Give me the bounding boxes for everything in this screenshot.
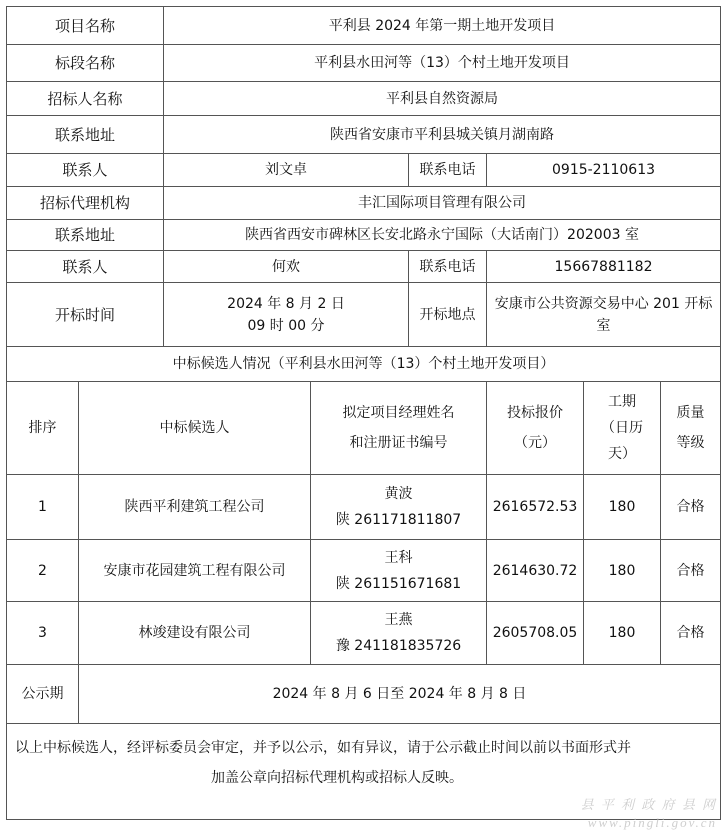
- tenderer-value: 平利县自然资源局: [164, 82, 721, 116]
- bid-candidate-table: [6, 6, 721, 820]
- candidate-quality: 合格: [661, 602, 721, 665]
- agency-phone-value: 15667881182: [487, 251, 721, 283]
- section-name-label: 标段名称: [7, 45, 164, 82]
- agency-label: 招标代理机构: [7, 187, 164, 220]
- section-name-value: 平利县水田河等（13）个村土地开发项目: [164, 45, 721, 82]
- header-candidate: 中标候选人: [79, 382, 311, 475]
- candidate-price: 2614630.72: [487, 540, 584, 602]
- publicity-label: 公示期: [7, 665, 79, 724]
- header-manager-line2: 和注册证书编号: [349, 435, 448, 451]
- row-tenderer-address: [7, 116, 721, 154]
- opening-hour: 09 时 00 分: [247, 317, 325, 334]
- row-agency-address: [7, 220, 721, 251]
- candidates-section-title: 中标候选人情况（平利县水田河等（13）个村土地开发项目）: [7, 347, 721, 382]
- candidate-price: 2616572.53: [487, 475, 584, 540]
- table-row: [7, 540, 721, 602]
- candidate-quality: 合格: [661, 475, 721, 540]
- notice-line1: 以上中标候选人，经评标委员会审定，并予以公示，如有异议，请于公示截止时间以前以书面形式并: [15, 740, 631, 756]
- header-period: [584, 382, 661, 475]
- publicity-value: 2024 年 8 月 6 日至 2024 年 8 月 8 日: [79, 665, 721, 724]
- header-manager: [311, 382, 487, 475]
- tenderer-contact-label: 联系人: [7, 154, 164, 187]
- agency-phone-label: 联系电话: [409, 251, 487, 283]
- header-price: [487, 382, 584, 475]
- candidate-rank: 2: [7, 540, 79, 602]
- tenderer-label: 招标人名称: [7, 82, 164, 116]
- candidate-manager: [311, 602, 487, 665]
- candidate-rank: 1: [7, 475, 79, 540]
- manager-cert: 陕 261151671681: [335, 575, 462, 592]
- manager-cert: 陕 261171811807: [335, 512, 462, 528]
- manager-name: 王燕: [384, 612, 413, 628]
- site-watermark: [580, 796, 717, 832]
- agency-contact-value: 何欢: [164, 251, 409, 283]
- candidates-header-row: [7, 382, 721, 475]
- candidate-quality: 合格: [661, 540, 721, 602]
- header-rank: 排序: [7, 382, 79, 475]
- tenderer-address-value: 陕西省安康市平利县城关镇月湖南路: [164, 116, 721, 154]
- candidate-rank: 3: [7, 602, 79, 665]
- agency-address-label: 联系地址: [7, 220, 164, 251]
- table-row: [7, 602, 721, 665]
- agency-contact-label: 联系人: [7, 251, 164, 283]
- row-publicity: [7, 665, 721, 724]
- tenderer-address-label: 联系地址: [7, 116, 164, 154]
- opening-place-label: 开标地点: [409, 283, 487, 347]
- opening-date: 2024 年 8 月 2 日: [227, 295, 345, 312]
- manager-name: 黄波: [384, 486, 413, 502]
- row-project-name: [7, 7, 721, 45]
- opening-time-label: 开标时间: [7, 283, 164, 347]
- header-period-line2: （日历: [601, 420, 644, 436]
- header-price-line2: （元）: [514, 435, 557, 451]
- manager-cert: 豫 241181835726: [335, 638, 462, 654]
- table-row: [7, 475, 721, 540]
- manager-name: 王科: [384, 549, 413, 566]
- row-agency: [7, 187, 721, 220]
- candidate-manager: [311, 475, 487, 540]
- candidate-period: 180: [584, 602, 661, 665]
- header-quality-line1: 质量: [676, 405, 705, 421]
- header-period-line1: 工期: [608, 394, 637, 410]
- tenderer-contact-value: 刘文卓: [164, 154, 409, 187]
- candidate-name: 陕西平利建筑工程公司: [79, 475, 311, 540]
- tenderer-phone-value: 0915-2110613: [487, 154, 721, 187]
- tenderer-phone-label: 联系电话: [409, 154, 487, 187]
- row-candidates-title: [7, 347, 721, 382]
- project-name-label: 项目名称: [7, 7, 164, 45]
- header-manager-line1: 拟定项目经理姓名: [342, 405, 455, 421]
- header-price-line1: 投标报价: [507, 405, 564, 421]
- candidate-name: 林竣建设有限公司: [79, 602, 311, 665]
- opening-time-value: [164, 283, 409, 347]
- row-tenderer: [7, 82, 721, 116]
- row-opening: [7, 283, 721, 347]
- row-section-name: [7, 45, 721, 82]
- candidate-period: 180: [584, 540, 661, 602]
- header-quality-line2: 等级: [676, 435, 705, 451]
- agency-address-value: 陕西省西安市碑林区长安北路永宁国际（大话南门）202003 室: [164, 220, 721, 251]
- agency-value: 丰汇国际项目管理有限公司: [164, 187, 721, 220]
- candidate-name: 安康市花园建筑工程有限公司: [79, 540, 311, 602]
- candidate-period: 180: [584, 475, 661, 540]
- notice-line2: 加盖公章向招标代理机构或招标人反映。: [211, 770, 463, 786]
- watermark-line2: www.pingli.gov.cn: [587, 815, 717, 830]
- header-quality: [661, 382, 721, 475]
- candidate-price: 2605708.05: [487, 602, 584, 665]
- watermark-line1: 县 平 利 政 府 县 网: [580, 797, 717, 812]
- project-name-value: 平利县 2024 年第一期土地开发项目: [164, 7, 721, 45]
- row-agency-contact: [7, 251, 721, 283]
- header-period-line3: 天）: [608, 446, 637, 462]
- opening-place-value: 安康市公共资源交易中心 201 开标室: [487, 283, 721, 347]
- row-tenderer-contact: [7, 154, 721, 187]
- candidate-manager: [311, 540, 487, 602]
